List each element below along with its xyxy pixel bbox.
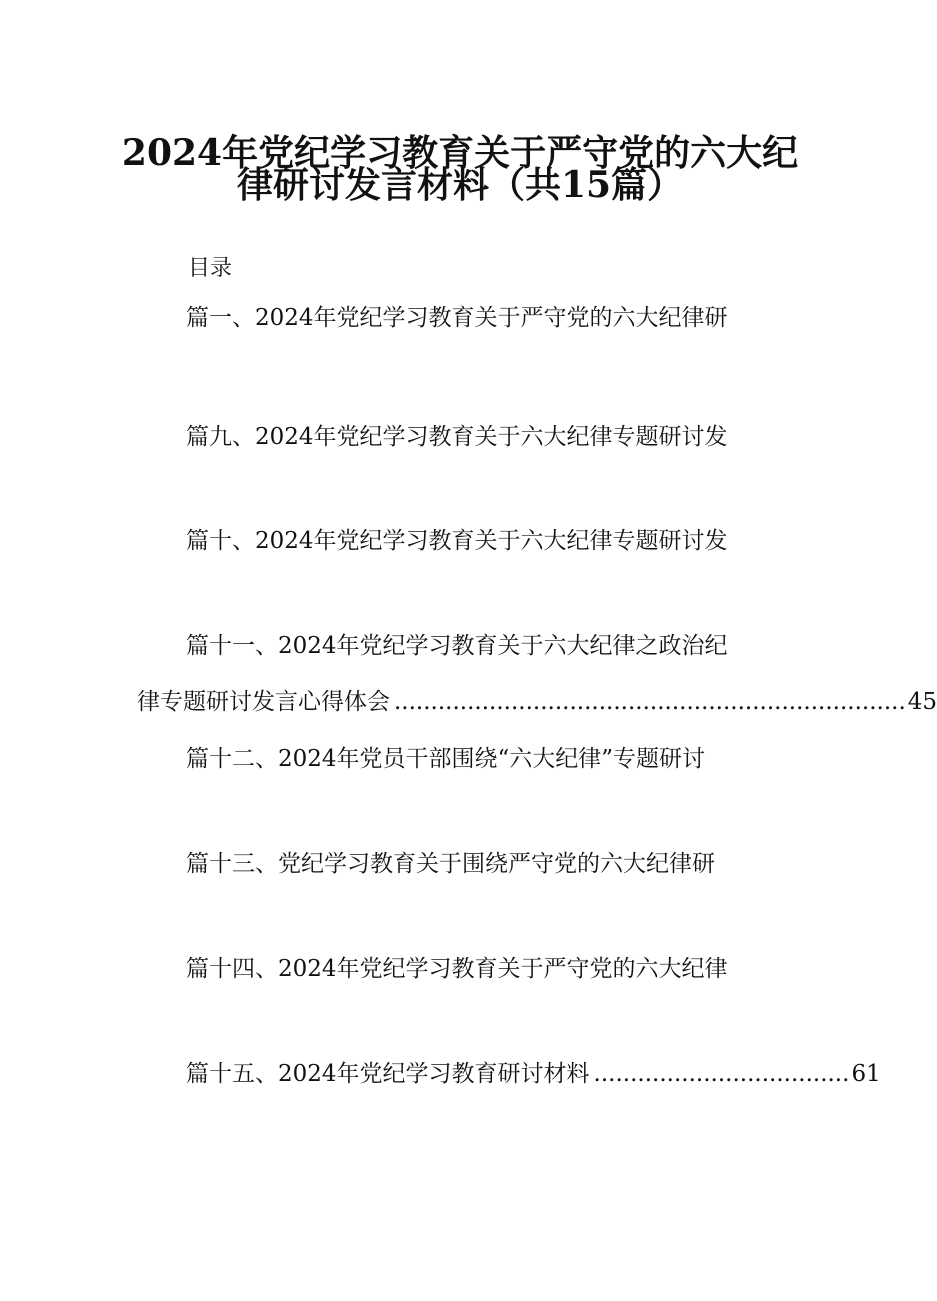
toc-entry-14[interactable]: 篇十四、2024年党纪学习教育关于严守党的六大纪律 [186,956,728,982]
toc-entry-1[interactable]: 篇一、2024年党纪学习教育关于严守党的六大纪律研 [186,305,728,331]
toc-page-number: 45 [907,689,937,715]
toc-entry-15[interactable] [186,1058,881,1090]
toc-entry-11-title-cont: 律专题研讨发言心得体会 [137,689,390,715]
toc-entry-11-continuation[interactable] [137,686,937,718]
toc-leader-dots: ...................................................................... [394,689,906,715]
toc-entry-15-title: 篇十五、2024年党纪学习教育研讨材料 [186,1061,590,1087]
toc-entry-12[interactable]: 篇十二、2024年党员干部围绕“六大纪律”专题研讨 [186,746,706,772]
toc-leader-dots: ................................... [593,1061,850,1087]
toc-page-number: 61 [851,1061,881,1087]
toc-entry-9[interactable]: 篇九、2024年党纪学习教育关于六大纪律专题研讨发 [186,424,728,450]
toc-entry-11[interactable]: 篇十一、2024年党纪学习教育关于六大纪律之政治纪 [186,633,728,659]
toc-entry-13[interactable]: 篇十三、党纪学习教育关于围绕严守党的六大纪律研 [186,851,715,877]
toc-entry-10[interactable]: 篇十、2024年党纪学习教育关于六大纪律专题研讨发 [186,528,728,554]
title-line-1: 2024年党纪学习教育关于严守党的六大纪 [121,132,799,174]
title-line-2: 律研讨发言材料（共15篇） [236,164,684,206]
toc-label: 目录 [188,256,233,281]
